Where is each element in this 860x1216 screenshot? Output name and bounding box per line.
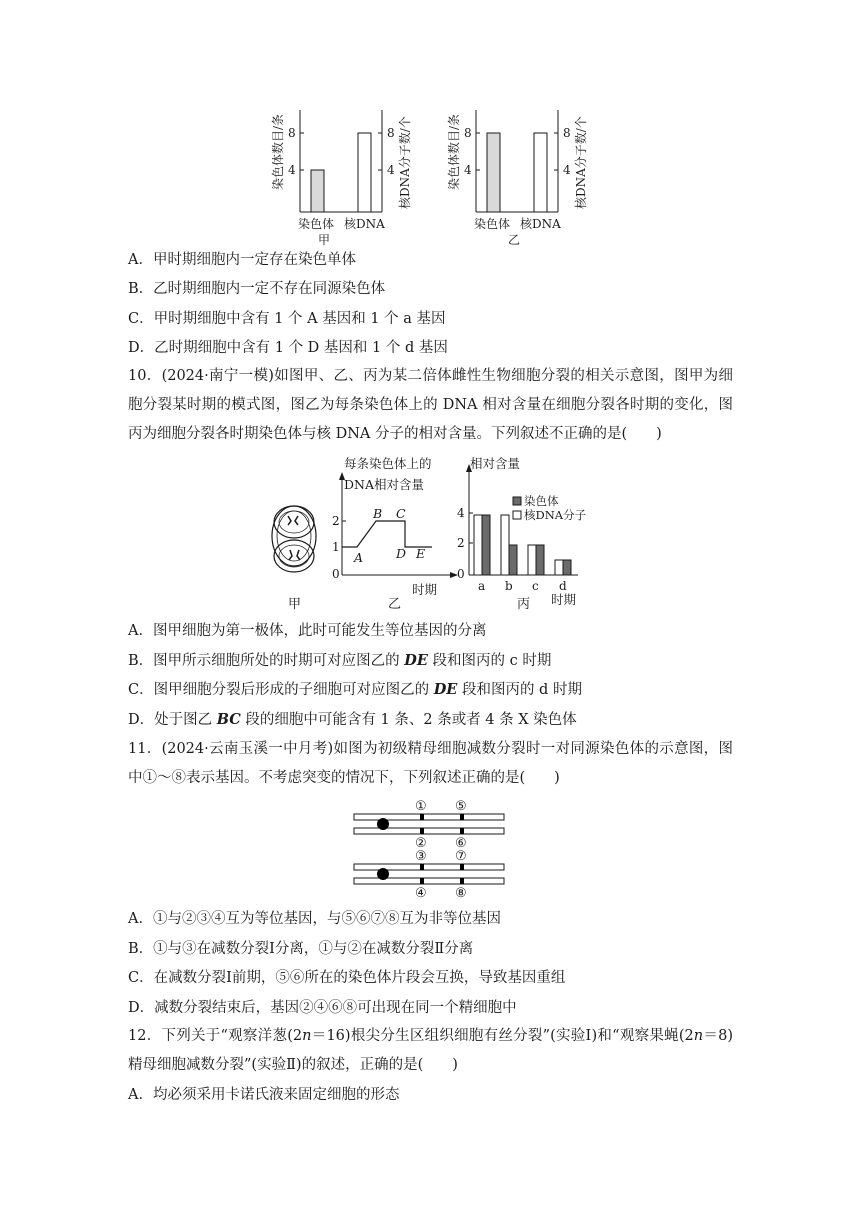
- q11-option-b: B．①与③在减数分裂Ⅰ分离，①与②在减数分裂Ⅱ分离: [128, 941, 474, 957]
- gene-7: ⑦: [455, 849, 467, 864]
- bar-dna-jia: [358, 133, 371, 212]
- gene-5: ⑤: [455, 799, 467, 814]
- category-c: c: [532, 579, 539, 593]
- bar-dna-yi: [534, 133, 547, 212]
- category-dna-jia: 核DNA: [344, 217, 385, 231]
- category-d: d: [559, 579, 567, 593]
- q12-stem: 12．下列关于“观察洋葱(2n＝16)根尖分生区组织细胞有丝分裂”(实验Ⅰ)和“观察果蝇(2n＝8)精母细胞减数分裂”(实验Ⅱ)的叙述，正确的是( ): [128, 1028, 734, 1073]
- fig-label-jia: 甲: [288, 597, 302, 612]
- tick-4-right: 4: [563, 163, 571, 177]
- homologous-chromosome-diagram: [350, 796, 510, 900]
- point-e: E: [416, 546, 426, 561]
- q9-option-a: A．甲时期细胞内一定存在染色单体: [128, 252, 356, 268]
- chart-jia: [270, 110, 412, 247]
- legend-chromosome: 染色体: [524, 494, 559, 508]
- tick-1-yi: 1: [332, 540, 340, 554]
- bar-dna-a: [474, 515, 482, 575]
- bar-chromosome-d: [563, 560, 571, 575]
- graph-bing: [457, 456, 587, 612]
- legend-swatch-dna: [513, 511, 521, 519]
- legend-swatch-chromosome: [513, 497, 521, 505]
- q10-option-d: D．处于图乙 BC 段的细胞中可能含有 1 条、2 条或者 4 条 X 染色体: [128, 711, 577, 728]
- legend-dna: 核DNA分子: [524, 508, 587, 522]
- gene-2: ②: [415, 836, 427, 851]
- point-a: A: [354, 550, 364, 565]
- bar-dna-b: [501, 515, 509, 575]
- q9-option-b: B．乙时期细胞内一定不存在同源染色体: [128, 281, 386, 297]
- ylabel-bing: 相对含量: [470, 456, 521, 471]
- cell-diagram-jia: [272, 506, 317, 612]
- category-chromosome-yi: 染色体: [474, 217, 511, 231]
- ylabel-yi-line1: 每条染色体上的: [344, 456, 432, 471]
- tick-8-left: 8: [288, 126, 296, 140]
- graph-yi: [332, 456, 458, 612]
- centromere-bottom: [377, 868, 389, 880]
- tick-8-right: 8: [387, 126, 395, 140]
- tick-4-left: 4: [288, 163, 296, 177]
- centromere-top: [377, 818, 389, 830]
- bar-dna-d: [555, 560, 563, 575]
- q9-option-d: D．乙时期细胞中含有 1 个 D 基因和 1 个 d 基因: [128, 340, 448, 356]
- dna-content-line: [342, 521, 432, 547]
- fig-label-yi: 乙: [388, 597, 402, 612]
- q9-option-c: C．甲时期细胞中含有 1 个 A 基因和 1 个 a 基因: [128, 311, 446, 327]
- bar-chromosome-c: [536, 545, 544, 575]
- bar-chromosome-b: [509, 545, 517, 575]
- top-charts: [260, 100, 600, 250]
- gene-1: ①: [415, 799, 427, 814]
- q11-stem: 11．(2024·云南玉溪一中月考)如图为初级精母细胞减数分裂时一对同源染色体的示意图，图中①～⑧表示基因。不考虑突变的情况下，下列叙述正确的是( ): [128, 741, 733, 786]
- q10-figures: [260, 450, 600, 615]
- tick-0-yi: 0: [332, 567, 340, 581]
- bar-dna-c: [528, 545, 536, 575]
- gene-8: ⑧: [455, 886, 467, 900]
- q10-option-b: B．图甲所示细胞所处的时期可对应图乙的 DE 段和图丙的 c 时期: [128, 652, 552, 669]
- gene-4: ④: [415, 886, 427, 900]
- bar-chromosome-jia: [311, 170, 324, 212]
- xlabel-bing: 时期: [551, 592, 577, 607]
- tick-2-yi: 2: [332, 514, 340, 528]
- caption-yi: 乙: [508, 233, 521, 247]
- fig-label-bing: 丙: [517, 597, 531, 612]
- right-axis-label-yi: 核DNA分子数/个: [574, 116, 588, 209]
- tick-0-bing: 0: [457, 567, 465, 581]
- tick-8-left: 8: [464, 126, 472, 140]
- left-axis-label-jia: 染色体数目/条: [271, 113, 285, 190]
- category-a: a: [478, 579, 486, 593]
- gene-3: ③: [415, 849, 427, 864]
- gene-6: ⑥: [455, 836, 467, 851]
- tick-8-right: 8: [563, 126, 571, 140]
- category-b: b: [505, 579, 513, 593]
- tick-4-right: 4: [387, 163, 395, 177]
- q10-option-a: A．图甲细胞为第一极体，此时可能发生等位基因的分离: [128, 623, 487, 639]
- bing-bars: [474, 515, 571, 575]
- point-b: B: [373, 506, 383, 521]
- chart-yi: [446, 110, 588, 247]
- point-d: D: [396, 546, 407, 561]
- q11-option-a: A．①与②③④互为等位基因，与⑤⑥⑦⑧互为非等位基因: [128, 911, 501, 927]
- tick-4-left: 4: [464, 163, 472, 177]
- q10-option-c: C．图甲细胞分裂后形成的子细胞可对应图乙的 DE 段和图丙的 d 时期: [128, 681, 582, 698]
- tick-4-bing: 4: [457, 506, 465, 520]
- q10-stem: 10．(2024·南宁一模)如图甲、乙、丙为某二倍体雌性生物细胞分裂的相关示意图，图甲为细胞分裂某时期的模式图，图乙为每条染色体上的 DNA 相对含量在细胞分裂各时期的变化，图丙为细胞分裂各时期染色体与核 DNA 分子的相对含量。下列叙述不正确的是( ): [128, 368, 733, 442]
- tick-2-bing: 2: [457, 536, 465, 550]
- left-axis-label-yi: 染色体数目/条: [447, 113, 461, 190]
- category-dna-yi: 核DNA: [520, 217, 561, 231]
- q11-option-d: D．减数分裂结束后，基因②④⑥⑧可出现在同一个精细胞中: [128, 1000, 517, 1016]
- q12-option-a: A．均必须采用卡诺氏液来固定细胞的形态: [128, 1087, 400, 1103]
- bar-chromosome-yi: [487, 133, 500, 212]
- right-axis-label-jia: 核DNA分子数/个: [398, 116, 412, 209]
- q11-option-c: C．在减数分裂Ⅰ前期，⑤⑥所在的染色体片段会互换，导致基因重组: [128, 970, 566, 986]
- point-c: C: [396, 506, 406, 521]
- category-chromosome-jia: 染色体: [298, 217, 335, 231]
- bar-chromosome-a: [482, 515, 490, 575]
- xlabel-yi: 时期: [412, 582, 438, 597]
- caption-jia: 甲: [318, 233, 331, 247]
- ylabel-yi-line2: DNA相对含量: [344, 477, 424, 492]
